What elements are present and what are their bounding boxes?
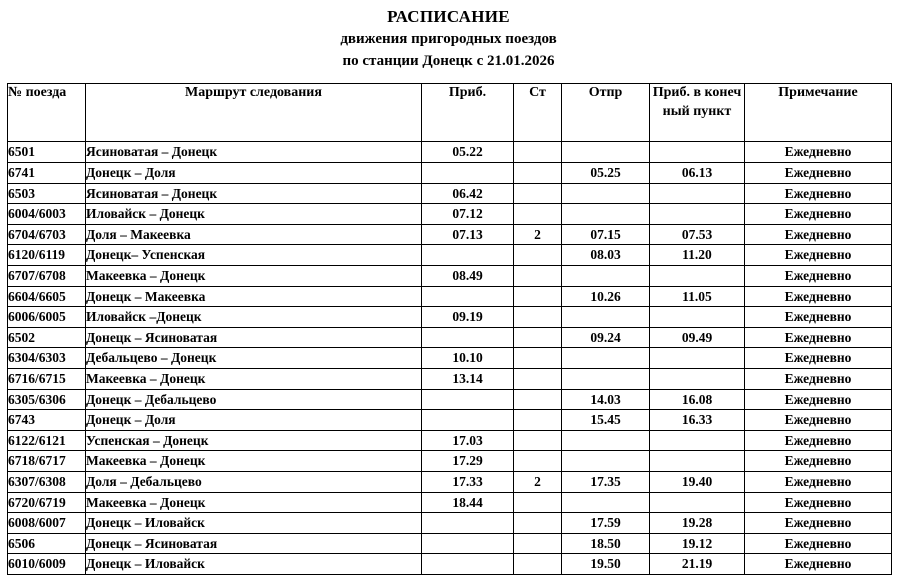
cell-arrival-final: 11.20 bbox=[650, 245, 745, 266]
cell-note: Ежедневно bbox=[745, 245, 892, 266]
cell-arrival-final bbox=[650, 142, 745, 163]
table-row bbox=[8, 430, 892, 451]
cell-arrival: 18.44 bbox=[422, 492, 514, 513]
table-row bbox=[8, 204, 892, 225]
cell-arrival: 17.33 bbox=[422, 471, 514, 492]
table-row bbox=[8, 163, 892, 184]
cell-arrival: 05.22 bbox=[422, 142, 514, 163]
cell-arrival: 09.19 bbox=[422, 307, 514, 328]
cell-arrival-final: 19.12 bbox=[650, 533, 745, 554]
cell-route: Успенская – Донецк bbox=[86, 430, 422, 451]
cell-route: Доля – Макеевка bbox=[86, 224, 422, 245]
cell-arrival-final: 19.40 bbox=[650, 471, 745, 492]
cell-route: Ясиноватая – Донецк bbox=[86, 142, 422, 163]
table-row bbox=[8, 327, 892, 348]
cell-departure: 17.59 bbox=[562, 513, 650, 534]
cell-train-number: 6720/6719 bbox=[8, 492, 86, 513]
cell-arrival: 07.13 bbox=[422, 224, 514, 245]
column-header-note: Примечание bbox=[745, 84, 892, 142]
table-row bbox=[8, 471, 892, 492]
cell-train-number: 6006/6005 bbox=[8, 307, 86, 328]
table-row bbox=[8, 348, 892, 369]
cell-stop bbox=[514, 163, 562, 184]
cell-note: Ежедневно bbox=[745, 410, 892, 431]
cell-arrival-final: 11.05 bbox=[650, 286, 745, 307]
table-row bbox=[8, 286, 892, 307]
cell-stop bbox=[514, 307, 562, 328]
cell-note: Ежедневно bbox=[745, 430, 892, 451]
cell-stop: 2 bbox=[514, 471, 562, 492]
cell-note: Ежедневно bbox=[745, 471, 892, 492]
cell-note: Ежедневно bbox=[745, 307, 892, 328]
cell-departure: 07.15 bbox=[562, 224, 650, 245]
cell-train-number: 6502 bbox=[8, 327, 86, 348]
cell-route: Донецк– Успенская bbox=[86, 245, 422, 266]
cell-departure bbox=[562, 266, 650, 287]
cell-route: Донецк – Иловайск bbox=[86, 513, 422, 534]
cell-arrival: 07.12 bbox=[422, 204, 514, 225]
table-row bbox=[8, 142, 892, 163]
cell-arrival bbox=[422, 245, 514, 266]
cell-route: Донецк – Доля bbox=[86, 410, 422, 431]
cell-train-number: 6304/6303 bbox=[8, 348, 86, 369]
cell-stop bbox=[514, 327, 562, 348]
cell-train-number: 6506 bbox=[8, 533, 86, 554]
cell-arrival-final bbox=[650, 204, 745, 225]
cell-train-number: 6008/6007 bbox=[8, 513, 86, 534]
cell-train-number: 6707/6708 bbox=[8, 266, 86, 287]
cell-train-number: 6501 bbox=[8, 142, 86, 163]
table-body bbox=[8, 142, 892, 574]
cell-departure: 19.50 bbox=[562, 554, 650, 575]
cell-train-number: 6704/6703 bbox=[8, 224, 86, 245]
cell-note: Ежедневно bbox=[745, 286, 892, 307]
cell-arrival-final: 16.08 bbox=[650, 389, 745, 410]
cell-departure: 18.50 bbox=[562, 533, 650, 554]
cell-route: Ясиноватая – Донецк bbox=[86, 183, 422, 204]
cell-stop bbox=[514, 513, 562, 534]
cell-note: Ежедневно bbox=[745, 163, 892, 184]
table-row bbox=[8, 307, 892, 328]
cell-departure bbox=[562, 451, 650, 472]
cell-route: Донецк – Дебальцево bbox=[86, 389, 422, 410]
cell-train-number: 6604/6605 bbox=[8, 286, 86, 307]
cell-arrival-final: 07.53 bbox=[650, 224, 745, 245]
cell-route: Донецк – Ясиноватая bbox=[86, 327, 422, 348]
cell-note: Ежедневно bbox=[745, 533, 892, 554]
cell-note: Ежедневно bbox=[745, 224, 892, 245]
table-row bbox=[8, 451, 892, 472]
cell-arrival-final bbox=[650, 451, 745, 472]
cell-stop bbox=[514, 204, 562, 225]
cell-stop bbox=[514, 245, 562, 266]
cell-route: Макеевка – Донецк bbox=[86, 492, 422, 513]
cell-departure bbox=[562, 348, 650, 369]
cell-departure: 08.03 bbox=[562, 245, 650, 266]
cell-arrival: 17.03 bbox=[422, 430, 514, 451]
cell-arrival: 17.29 bbox=[422, 451, 514, 472]
cell-stop bbox=[514, 389, 562, 410]
cell-arrival-final bbox=[650, 348, 745, 369]
cell-stop bbox=[514, 492, 562, 513]
cell-train-number: 6718/6717 bbox=[8, 451, 86, 472]
cell-stop bbox=[514, 554, 562, 575]
cell-arrival: 13.14 bbox=[422, 368, 514, 389]
column-header-arrival: Приб. bbox=[422, 84, 514, 142]
table-row bbox=[8, 183, 892, 204]
cell-stop bbox=[514, 266, 562, 287]
cell-arrival-final bbox=[650, 266, 745, 287]
cell-arrival-final: 09.49 bbox=[650, 327, 745, 348]
cell-arrival-final bbox=[650, 183, 745, 204]
cell-stop bbox=[514, 368, 562, 389]
table-row bbox=[8, 410, 892, 431]
table-row bbox=[8, 533, 892, 554]
cell-arrival-final bbox=[650, 307, 745, 328]
cell-departure: 05.25 bbox=[562, 163, 650, 184]
schedule-table-wrapper bbox=[0, 83, 897, 574]
cell-route: Иловайск –Донецк bbox=[86, 307, 422, 328]
cell-arrival bbox=[422, 327, 514, 348]
cell-arrival bbox=[422, 286, 514, 307]
cell-note: Ежедневно bbox=[745, 368, 892, 389]
cell-stop bbox=[514, 348, 562, 369]
cell-route: Доля – Дебальцево bbox=[86, 471, 422, 492]
cell-arrival-final bbox=[650, 492, 745, 513]
cell-train-number: 6716/6715 bbox=[8, 368, 86, 389]
cell-note: Ежедневно bbox=[745, 389, 892, 410]
cell-train-number: 6122/6121 bbox=[8, 430, 86, 451]
cell-departure: 14.03 bbox=[562, 389, 650, 410]
cell-train-number: 6004/6003 bbox=[8, 204, 86, 225]
cell-arrival bbox=[422, 554, 514, 575]
cell-route: Иловайск – Донецк bbox=[86, 204, 422, 225]
cell-route: Макеевка – Донецк bbox=[86, 368, 422, 389]
cell-arrival bbox=[422, 513, 514, 534]
document-subtitle-line-1: движения пригородных поездов bbox=[340, 30, 557, 47]
column-header-arrival-final: Приб. в конечный пункт bbox=[650, 84, 745, 142]
table-row bbox=[8, 245, 892, 266]
cell-arrival-final: 16.33 bbox=[650, 410, 745, 431]
cell-departure: 15.45 bbox=[562, 410, 650, 431]
cell-arrival-final: 21.19 bbox=[650, 554, 745, 575]
cell-note: Ежедневно bbox=[745, 513, 892, 534]
cell-departure bbox=[562, 368, 650, 389]
table-header-row bbox=[8, 84, 892, 142]
cell-departure bbox=[562, 430, 650, 451]
cell-arrival: 06.42 bbox=[422, 183, 514, 204]
cell-train-number: 6120/6119 bbox=[8, 245, 86, 266]
cell-route: Макеевка – Донецк bbox=[86, 266, 422, 287]
cell-departure bbox=[562, 142, 650, 163]
document-subtitle-line-2: по станции Донецк с 21.01.2026 bbox=[342, 52, 555, 69]
table-row bbox=[8, 389, 892, 410]
table-row bbox=[8, 224, 892, 245]
cell-arrival bbox=[422, 163, 514, 184]
cell-note: Ежедневно bbox=[745, 451, 892, 472]
cell-departure bbox=[562, 307, 650, 328]
cell-stop bbox=[514, 430, 562, 451]
cell-arrival-final bbox=[650, 368, 745, 389]
cell-train-number: 6307/6308 bbox=[8, 471, 86, 492]
cell-stop bbox=[514, 183, 562, 204]
cell-stop bbox=[514, 142, 562, 163]
cell-note: Ежедневно bbox=[745, 142, 892, 163]
cell-stop bbox=[514, 451, 562, 472]
table-row bbox=[8, 266, 892, 287]
table-row bbox=[8, 513, 892, 534]
cell-note: Ежедневно bbox=[745, 492, 892, 513]
table-row bbox=[8, 492, 892, 513]
cell-arrival bbox=[422, 410, 514, 431]
cell-departure bbox=[562, 492, 650, 513]
cell-stop: 2 bbox=[514, 224, 562, 245]
column-header-train-number: № поезда bbox=[8, 84, 86, 142]
cell-route: Дебальцево – Донецк bbox=[86, 348, 422, 369]
column-header-route: Маршрут следования bbox=[86, 84, 422, 142]
cell-note: Ежедневно bbox=[745, 204, 892, 225]
cell-departure: 17.35 bbox=[562, 471, 650, 492]
cell-arrival: 10.10 bbox=[422, 348, 514, 369]
cell-route: Донецк – Макеевка bbox=[86, 286, 422, 307]
cell-note: Ежедневно bbox=[745, 327, 892, 348]
cell-arrival-final bbox=[650, 430, 745, 451]
cell-train-number: 6305/6306 bbox=[8, 389, 86, 410]
cell-train-number: 6503 bbox=[8, 183, 86, 204]
cell-train-number: 6743 bbox=[8, 410, 86, 431]
cell-stop bbox=[514, 286, 562, 307]
title-block bbox=[0, 0, 897, 72]
column-header-departure: Отпр bbox=[562, 84, 650, 142]
document-title: РАСПИСАНИЕ bbox=[387, 7, 510, 26]
cell-departure bbox=[562, 204, 650, 225]
table-row bbox=[8, 554, 892, 575]
cell-arrival bbox=[422, 389, 514, 410]
schedule-table bbox=[7, 83, 892, 574]
cell-arrival-final: 06.13 bbox=[650, 163, 745, 184]
cell-route: Донецк – Доля bbox=[86, 163, 422, 184]
cell-note: Ежедневно bbox=[745, 348, 892, 369]
cell-stop bbox=[514, 533, 562, 554]
cell-note: Ежедневно bbox=[745, 554, 892, 575]
cell-departure: 09.24 bbox=[562, 327, 650, 348]
cell-arrival bbox=[422, 533, 514, 554]
cell-route: Донецк – Иловайск bbox=[86, 554, 422, 575]
cell-route: Донецк – Ясиноватая bbox=[86, 533, 422, 554]
cell-note: Ежедневно bbox=[745, 183, 892, 204]
column-header-stop: Ст bbox=[514, 84, 562, 142]
table-header bbox=[8, 84, 892, 142]
cell-note: Ежедневно bbox=[745, 266, 892, 287]
table-row bbox=[8, 368, 892, 389]
cell-train-number: 6741 bbox=[8, 163, 86, 184]
cell-departure bbox=[562, 183, 650, 204]
cell-departure: 10.26 bbox=[562, 286, 650, 307]
cell-train-number: 6010/6009 bbox=[8, 554, 86, 575]
cell-arrival: 08.49 bbox=[422, 266, 514, 287]
cell-route: Макеевка – Донецк bbox=[86, 451, 422, 472]
cell-stop bbox=[514, 410, 562, 431]
cell-arrival-final: 19.28 bbox=[650, 513, 745, 534]
